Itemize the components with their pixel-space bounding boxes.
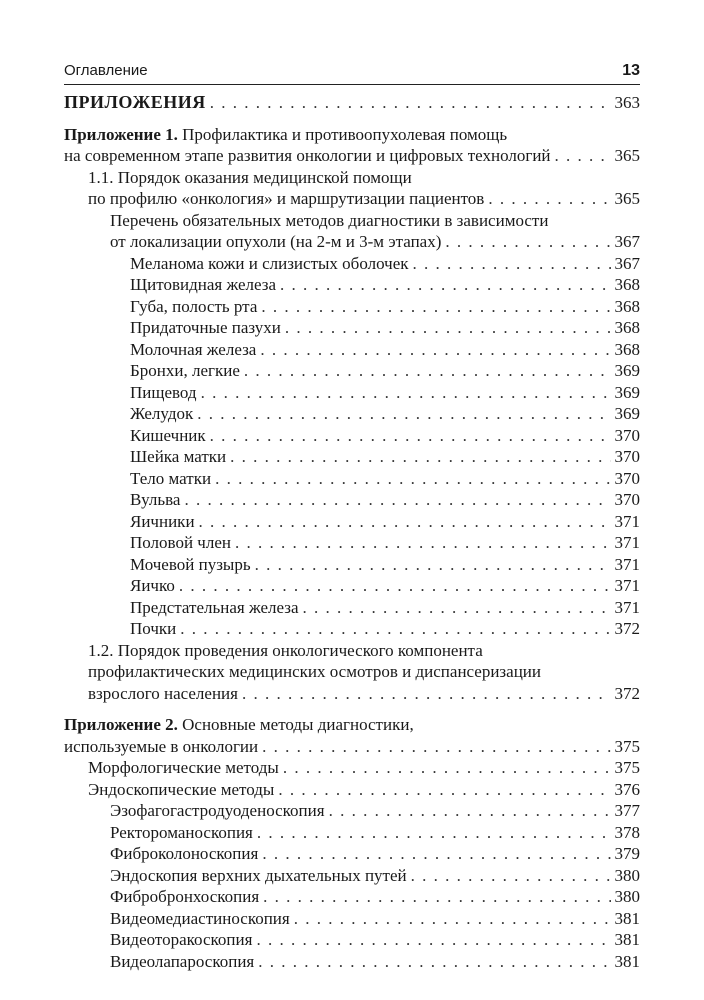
leader-dots <box>184 489 610 511</box>
leader-dots <box>329 800 611 822</box>
page-number: 13 <box>622 62 640 79</box>
leader-dots <box>244 360 611 382</box>
toc-page: 381 <box>614 951 640 971</box>
appendix-prefix: Приложение 1. <box>64 124 178 144</box>
toc-label: Перечень обязательных методов диагностики в зависимости <box>110 210 549 230</box>
toc-page: 381 <box>614 908 640 928</box>
toc-page: 370 <box>614 490 640 509</box>
toc-entry[interactable] <box>64 425 640 447</box>
toc-entry-1-2-line2[interactable] <box>64 661 640 683</box>
toc-label: Половой член <box>130 533 231 552</box>
toc-label: Фиброколоноскопия <box>110 844 259 863</box>
leader-dots <box>278 779 610 801</box>
leader-dots <box>280 274 610 296</box>
toc-page: 365 <box>614 146 640 165</box>
toc-entry[interactable] <box>64 382 640 404</box>
toc-entry-1-2-line1[interactable] <box>64 640 640 662</box>
leader-dots <box>555 145 611 167</box>
toc-label: Кишечник <box>130 425 206 445</box>
toc-entry[interactable] <box>64 929 640 951</box>
toc-label: Предстательная железа <box>130 597 299 617</box>
leader-dots <box>445 231 610 253</box>
leader-dots <box>201 382 611 404</box>
toc-page: 367 <box>614 253 640 273</box>
toc-page: 368 <box>614 318 640 337</box>
leader-dots <box>411 865 611 887</box>
toc-entry[interactable] <box>64 360 640 382</box>
toc-entry[interactable] <box>64 908 640 930</box>
leader-dots <box>262 843 610 865</box>
toc-entry[interactable] <box>64 951 640 973</box>
toc-label: Почки <box>130 619 177 638</box>
toc-label: Яичко <box>130 576 175 595</box>
toc-page: 371 <box>614 533 640 552</box>
toc-page: 369 <box>614 382 640 402</box>
toc-label: Тело матки <box>130 468 212 488</box>
leader-dots <box>242 683 611 705</box>
leader-dots <box>294 908 611 930</box>
leader-dots <box>262 736 610 758</box>
toc-label: Профилактика и противоопухолевая помощь <box>177 124 508 144</box>
toc-label: 1.2. Порядок проведения онкологического компонента <box>88 640 483 660</box>
toc-page: 372 <box>614 619 640 638</box>
leader-dots <box>235 532 611 554</box>
toc-page: 371 <box>614 554 640 574</box>
toc-label: Эндоскопические методы <box>88 779 275 799</box>
toc-label: Мочевой пузырь <box>130 554 251 574</box>
toc-entry[interactable] <box>64 339 640 361</box>
leader-dots <box>303 597 611 619</box>
leader-dots <box>256 929 610 951</box>
toc-label: Шейка матки <box>130 447 227 466</box>
toc-page: 371 <box>614 597 640 617</box>
toc-entry-1-1-line1[interactable] <box>64 167 640 189</box>
toc-entry-morphological[interactable] <box>64 757 640 779</box>
toc-entry[interactable] <box>64 274 640 296</box>
toc-entry[interactable] <box>64 886 640 908</box>
toc-page: 375 <box>614 758 640 777</box>
toc-entry-app2-line1[interactable] <box>64 714 640 736</box>
toc-entry-app1-line1[interactable] <box>64 124 640 146</box>
toc-entry-endoscopic[interactable] <box>64 779 640 801</box>
toc-entry[interactable] <box>64 296 640 318</box>
toc-entry-1-2-line3[interactable] <box>64 683 640 705</box>
toc-page: 380 <box>614 887 640 906</box>
leader-dots <box>197 403 610 425</box>
toc-page: 372 <box>614 683 640 703</box>
section-title: Оглавление <box>64 62 148 79</box>
toc-page: 370 <box>614 425 640 445</box>
toc-entry[interactable] <box>64 597 640 619</box>
toc-page: 376 <box>614 779 640 799</box>
toc-label: Пищевод <box>130 382 197 402</box>
toc-entry[interactable] <box>64 865 640 887</box>
toc-page: 371 <box>614 576 640 595</box>
toc-label: Яичники <box>130 511 195 531</box>
toc-page: 363 <box>614 93 640 112</box>
toc-entry-appendices[interactable] <box>64 92 640 114</box>
toc-page: 368 <box>614 296 640 316</box>
toc-label: Ректороманоскопия <box>110 822 253 842</box>
header-divider <box>64 84 640 85</box>
leader-dots <box>215 468 610 490</box>
toc-entry[interactable] <box>64 800 640 822</box>
leader-dots <box>488 188 610 210</box>
toc-entry[interactable] <box>64 575 640 597</box>
toc-entry[interactable] <box>64 403 640 425</box>
toc-label: Эзофагогастродуоденоскопия <box>110 801 325 820</box>
toc-entry-list-line1[interactable] <box>64 210 640 232</box>
toc-entry-app2-line2[interactable] <box>64 736 640 758</box>
toc-label: Видеоторакоскопия <box>110 930 253 949</box>
toc-entry[interactable] <box>64 511 640 533</box>
toc-page: 378 <box>614 822 640 842</box>
leader-dots <box>199 511 611 533</box>
toc-entry-1-1-line2[interactable] <box>64 188 640 210</box>
toc-entry[interactable] <box>64 822 640 844</box>
toc-page: 371 <box>614 511 640 531</box>
toc-label: Основные методы диагностики, <box>177 715 414 734</box>
leader-dots <box>263 886 610 908</box>
toc-label: профилактических медицинских осмотров и диспансеризации <box>88 662 541 681</box>
toc-label: 1.1. Порядок оказания медицинской помощи <box>88 167 412 187</box>
toc-page: 379 <box>614 844 640 863</box>
toc-entry[interactable] <box>64 618 640 640</box>
leader-dots <box>255 554 611 576</box>
toc-label: Фибробронхоскопия <box>110 887 260 906</box>
toc-entry[interactable] <box>64 446 640 468</box>
toc-label: от локализации опухоли (на 2-м и 3-м этапах) <box>110 232 442 251</box>
toc-page: 370 <box>614 447 640 466</box>
toc-page: 368 <box>614 339 640 359</box>
toc-entry[interactable] <box>64 843 640 865</box>
toc-label: Губа, полость рта <box>130 296 258 316</box>
toc-label: Вульва <box>130 490 181 509</box>
leader-dots <box>283 757 611 779</box>
table-of-contents <box>64 92 640 972</box>
leader-dots <box>413 253 611 275</box>
toc-entry[interactable] <box>64 317 640 339</box>
leader-dots <box>257 822 611 844</box>
leader-dots <box>179 575 611 597</box>
toc-label: Меланома кожи и слизистых оболочек <box>130 253 409 273</box>
toc-label: Молочная железа <box>130 339 257 359</box>
leader-dots <box>210 425 611 447</box>
toc-entry[interactable] <box>64 468 640 490</box>
toc-page: 377 <box>614 801 640 820</box>
leader-dots <box>260 339 610 361</box>
toc-entry[interactable] <box>64 489 640 511</box>
toc-page: 381 <box>614 930 640 949</box>
toc-entry[interactable] <box>64 253 640 275</box>
toc-label: Эндоскопия верхних дыхательных путей <box>110 865 407 885</box>
toc-page: 369 <box>614 361 640 380</box>
toc-page: 369 <box>614 404 640 423</box>
toc-label: Бронхи, легкие <box>130 361 240 380</box>
toc-label: используемые в онкологии <box>64 736 259 756</box>
leader-dots <box>180 618 610 640</box>
toc-label: Придаточные пазухи <box>130 318 281 337</box>
appendix-prefix: Приложение 2. <box>64 715 178 734</box>
toc-entry[interactable] <box>64 532 640 554</box>
toc-page: 380 <box>614 865 640 885</box>
toc-entry-list-line2[interactable] <box>64 231 640 253</box>
toc-page: 365 <box>614 189 640 208</box>
toc-page: 367 <box>614 232 640 251</box>
toc-label: Видеолапароскопия <box>110 951 255 971</box>
toc-entry-app1-line2[interactable] <box>64 145 640 167</box>
toc-page: 370 <box>614 468 640 488</box>
toc-page: 368 <box>614 275 640 294</box>
toc-entry[interactable] <box>64 554 640 576</box>
toc-label: на современном этапе развития онкологии и цифровых технологий <box>64 146 551 165</box>
toc-label: по профилю «онкология» и маршрутизации пациентов <box>88 189 485 208</box>
toc-label: Щитовидная железа <box>130 275 277 294</box>
toc-label: взрослого населения <box>88 683 238 703</box>
leader-dots <box>210 92 611 114</box>
toc-label: Видеомедиастиноскопия <box>110 908 290 928</box>
leader-dots <box>285 317 611 339</box>
leader-dots <box>230 446 610 468</box>
toc-page: 375 <box>614 736 640 756</box>
running-header <box>64 60 640 82</box>
leader-dots <box>261 296 610 318</box>
toc-label: ПРИЛОЖЕНИЯ <box>64 92 206 112</box>
toc-label: Морфологические методы <box>88 758 279 777</box>
leader-dots <box>258 951 610 973</box>
toc-label: Желудок <box>130 404 194 423</box>
